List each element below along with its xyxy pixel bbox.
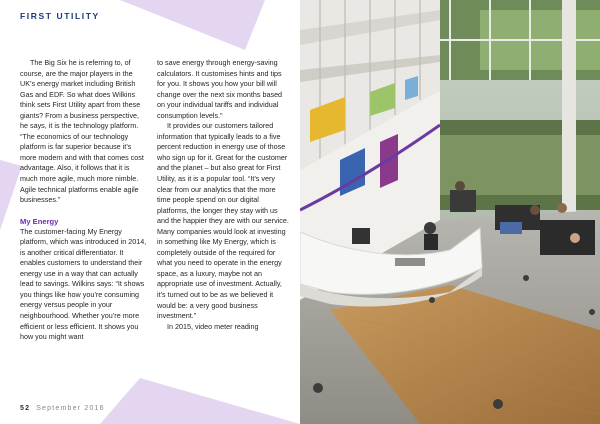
paragraph: to save energy through energy-saving calculators. It customises hints and tips for you. It shows you how your bill will change over the next six months based on your individual tariffs and individual consumption levels.” [157, 58, 283, 120]
decorative-shape-top [120, 0, 265, 50]
page-footer [20, 405, 105, 412]
brand-header: FIRST UTILITY [20, 11, 100, 21]
issue-date: September 2016 [36, 405, 105, 412]
paragraph: The Big Six he is referring to, of course, are the major players in the UK’s energy market including British Gas and EDF. So what does Wilkins think sets First Utility apart from these giants? From a business perspective, he says, it is the technology platform. “The economics of our technology platform is far superior because it’s more modern and with that comes cost advantage. Also, it follows that it is much more agile, much more nimble. Agile technical platforms enable agile businesses.” [20, 58, 144, 205]
paragraph: The customer-facing My Energy platform, which was introduced in 2014, is another critical differentiator. It enables customers to understand their energy use in a way that can actually lead to savings. Wilkins says: “It shows you things like how you’re consuming energy versus people in your neighbourhood. Whether you’re more efficient or less efficient. It shows you how you might want [20, 226, 147, 342]
office-atrium-photo [300, 0, 600, 424]
paragraph: It provides our customers tailored information that typically leads to a five percent reduction in energy use of those who sign up for it. Great for the customer and the planet – but also great for First Utility, as it is a popular tool. “It’s very clear from our analytics that the more time people spend on our digital platforms, the longer they stay with us and the happier they are with our service. Many companies would look at investing in something like My Energy, which is completely outside of the required for what you need to operate in the energy space, as a luxury, maybe not an appropriate use of investment. Actually, it’s turned out to be as we believed it would be: a very good business investment.” [157, 121, 289, 321]
text-column-2 [157, 58, 290, 332]
subheading-my-energy: My Energy [20, 216, 59, 226]
decorative-shape-bottom [100, 378, 300, 424]
page-number: 52 [20, 405, 31, 412]
text-column-1 [20, 58, 148, 343]
photo-illustration [300, 0, 600, 424]
decorative-shape-left [0, 160, 22, 230]
paragraph: In 2015, video meter reading [167, 321, 259, 331]
